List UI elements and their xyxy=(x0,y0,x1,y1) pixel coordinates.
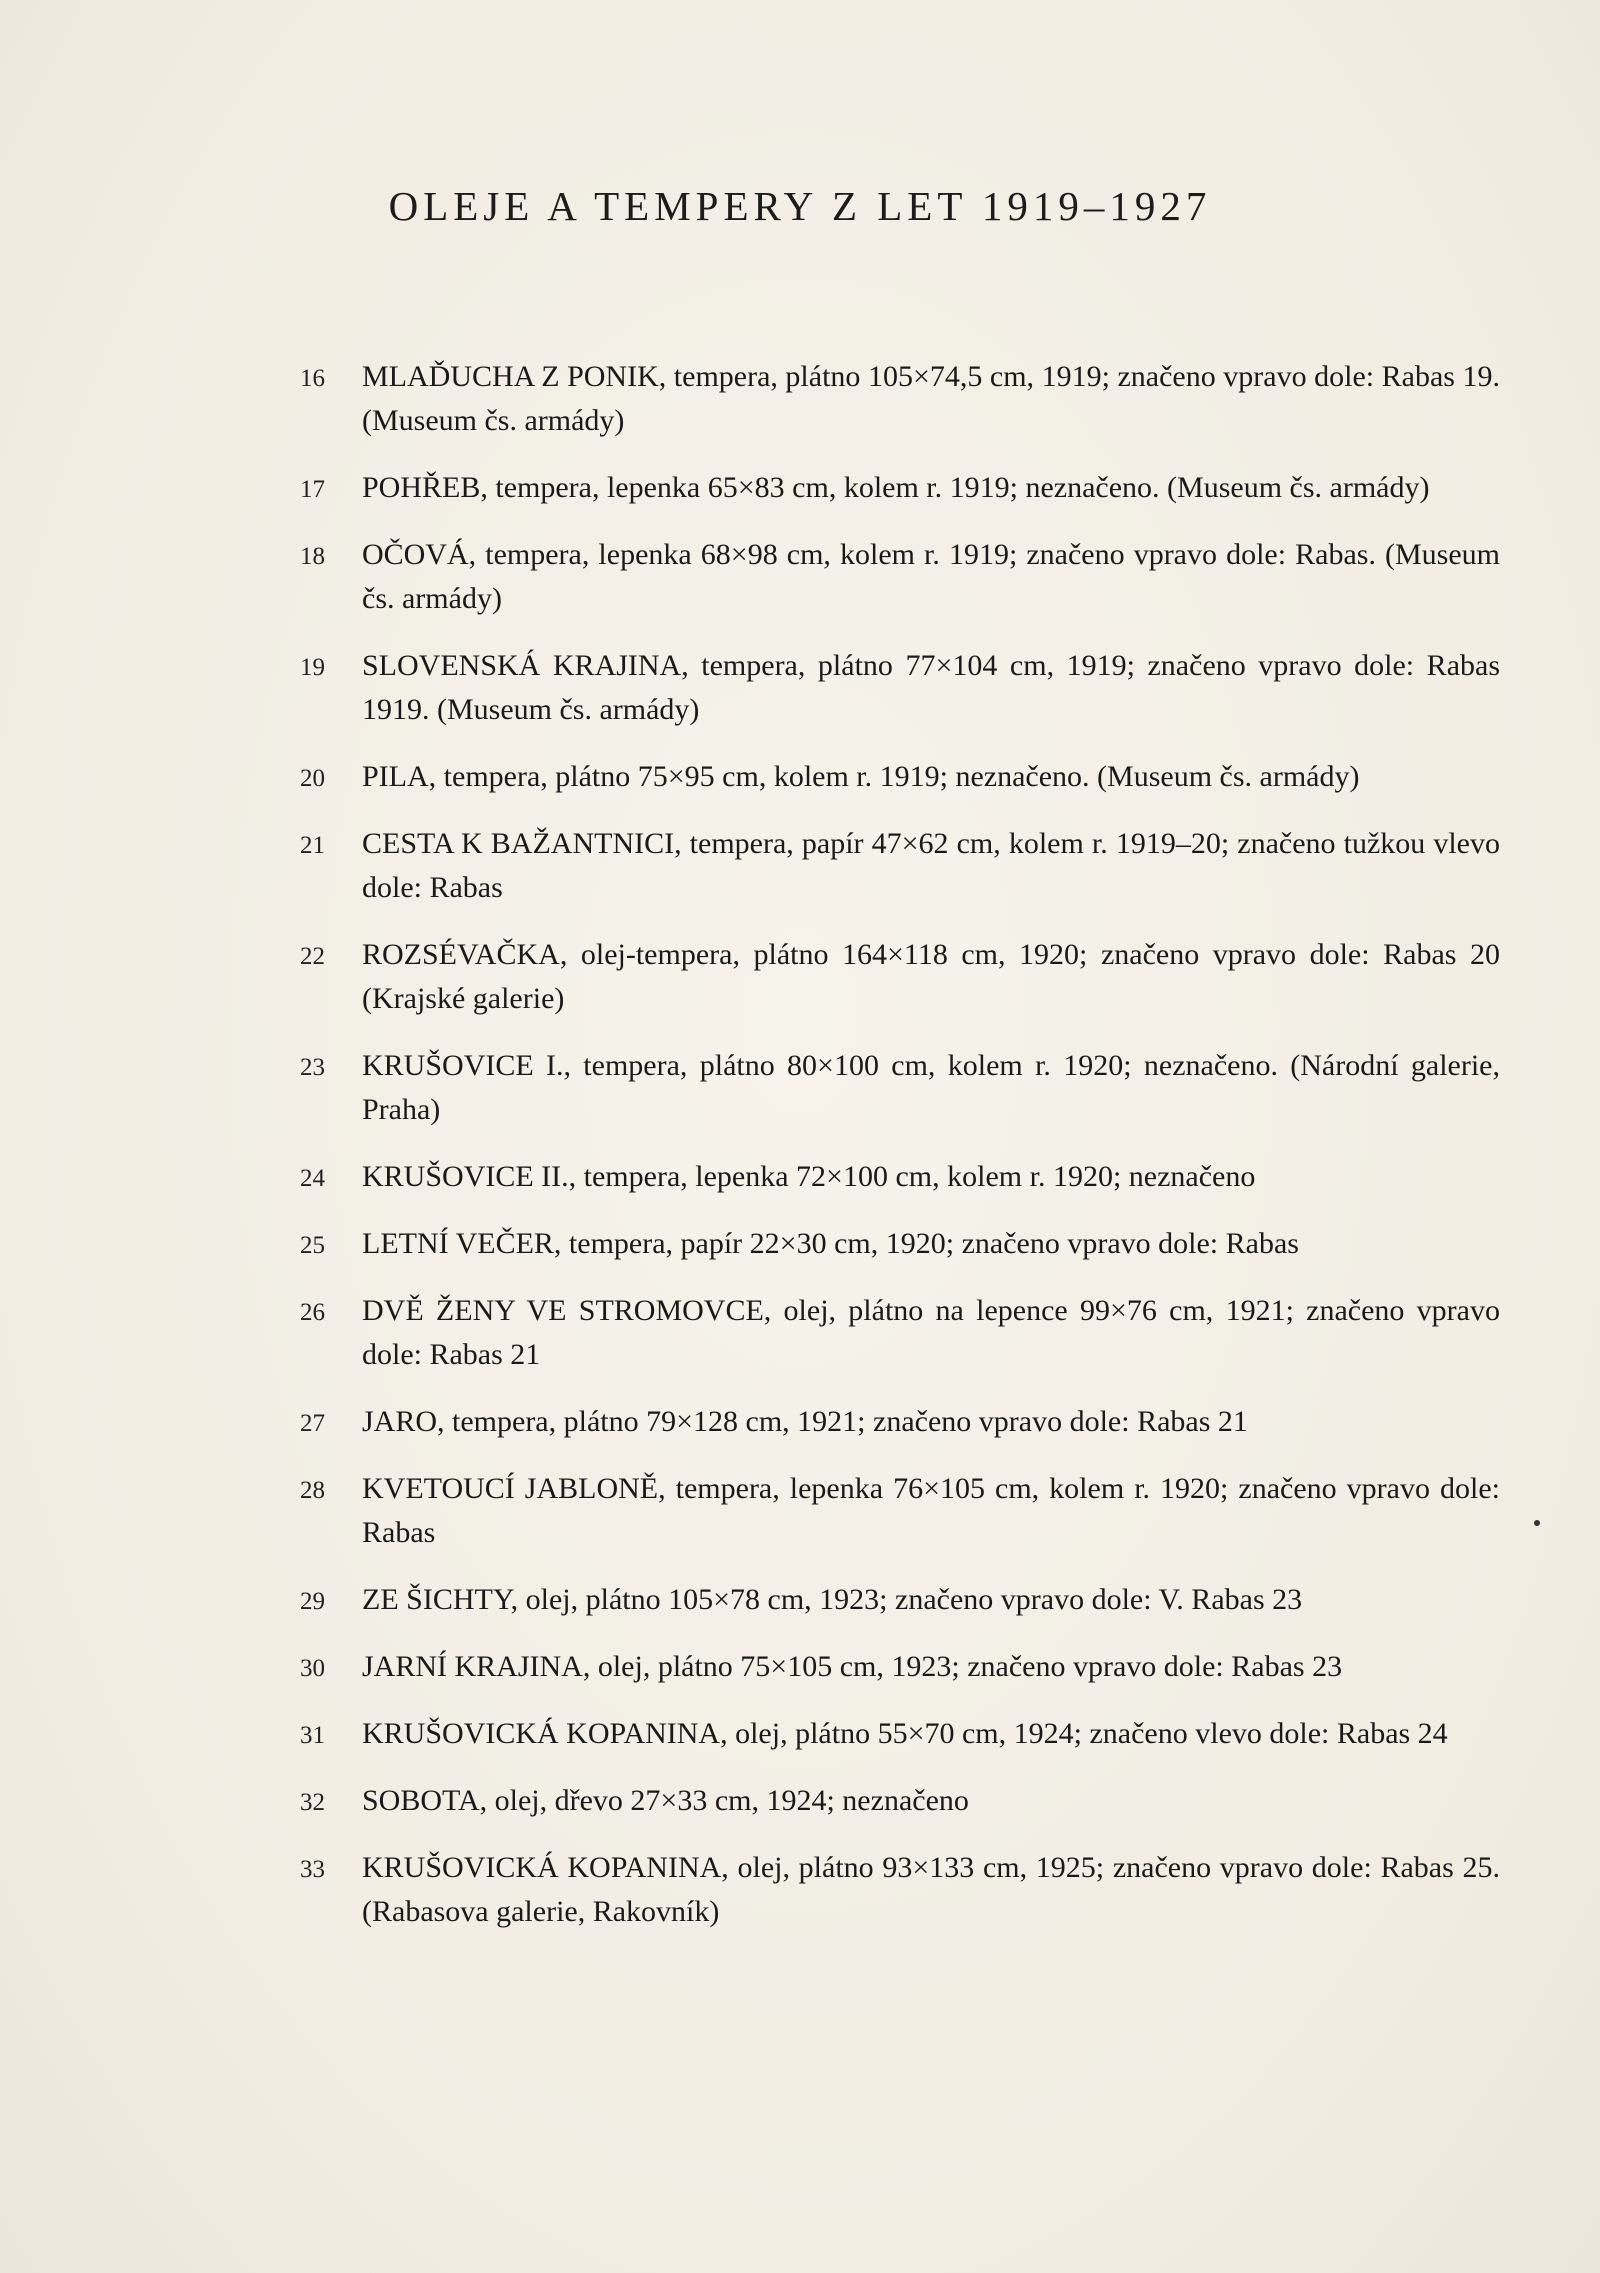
catalog-entry xyxy=(300,755,1500,799)
catalog-entry xyxy=(300,1222,1500,1266)
entry-number: 20 xyxy=(300,765,325,792)
catalog-entry xyxy=(300,1155,1500,1199)
entry-number: 32 xyxy=(300,1789,325,1816)
entry-text: KRUŠOVICE I., tempera, plátno 80×100 cm, kolem r. 1920; neznačeno. (Národní galerie, Praha) xyxy=(362,1049,1500,1126)
entry-text: MLAĎUCHA Z PONIK, tempera, plátno 105×74,5 cm, 1919; značeno vpravo dole: Rabas 19. (Museum čs. armády) xyxy=(362,360,1500,437)
entry-number: 25 xyxy=(300,1232,325,1259)
entry-number: 27 xyxy=(300,1410,325,1437)
entry-text: DVĚ ŽENY VE STROMOVCE, olej, plátno na lepence 99×76 cm, 1921; značeno vpravo dole: Rabas 21 xyxy=(362,1294,1500,1371)
entry-number: 26 xyxy=(300,1299,325,1326)
entry-text: JARNÍ KRAJINA, olej, plátno 75×105 cm, 1923; značeno vpravo dole: Rabas 23 xyxy=(362,1650,1343,1683)
entry-text: CESTA K BAŽANTNICI, tempera, papír 47×62 cm, kolem r. 1919–20; značeno tužkou vlevo dole: Rabas xyxy=(362,827,1500,904)
entry-number: 18 xyxy=(300,543,325,570)
entry-number: 17 xyxy=(300,476,325,503)
ink-dot-mark xyxy=(1534,1520,1540,1526)
entry-text: KRUŠOVICKÁ KOPANINA, olej, plátno 55×70 cm, 1924; značeno vlevo dole: Rabas 24 xyxy=(362,1717,1448,1750)
catalog-entry xyxy=(300,1578,1500,1622)
catalog-entry xyxy=(300,822,1500,910)
entry-text: POHŘEB, tempera, lepenka 65×83 cm, kolem r. 1919; neznačeno. (Museum čs. armády) xyxy=(362,471,1430,504)
entry-number: 23 xyxy=(300,1054,325,1081)
entry-text: LETNÍ VEČER, tempera, papír 22×30 cm, 1920; značeno vpravo dole: Rabas xyxy=(362,1227,1299,1260)
entry-number: 29 xyxy=(300,1588,325,1615)
entry-text: KRUŠOVICE II., tempera, lepenka 72×100 cm, kolem r. 1920; neznačeno xyxy=(362,1160,1256,1193)
entry-text: ROZSÉVAČKA, olej-tempera, plátno 164×118 cm, 1920; značeno vpravo dole: Rabas 20 (Krajské galerie) xyxy=(362,938,1500,1015)
entry-number: 31 xyxy=(300,1722,325,1749)
entry-number: 33 xyxy=(300,1856,325,1883)
catalog-entry xyxy=(300,644,1500,732)
page-title: OLEJE A TEMPERY Z LET 1919–1927 xyxy=(388,183,1212,230)
catalog-entry xyxy=(300,1846,1500,1934)
catalog-entry xyxy=(300,1400,1500,1444)
entry-number: 21 xyxy=(300,832,325,859)
catalog-entry xyxy=(300,1467,1500,1555)
entry-text: PILA, tempera, plátno 75×95 cm, kolem r. 1919; neznačeno. (Museum čs. armády) xyxy=(362,760,1360,793)
entry-number: 28 xyxy=(300,1477,325,1504)
entry-text: SLOVENSKÁ KRAJINA, tempera, plátno 77×104 cm, 1919; značeno vpravo dole: Rabas 1919. (Museum čs. armády) xyxy=(362,649,1500,726)
entry-text: JARO, tempera, plátno 79×128 cm, 1921; značeno vpravo dole: Rabas 21 xyxy=(362,1405,1248,1438)
catalog-entry xyxy=(300,355,1500,443)
entry-number: 19 xyxy=(300,654,325,681)
catalog-entry xyxy=(300,1289,1500,1377)
catalog-entry xyxy=(300,1645,1500,1689)
catalog-entry xyxy=(300,933,1500,1021)
entry-text: KVETOUCÍ JABLONĚ, tempera, lepenka 76×105 cm, kolem r. 1920; značeno vpravo dole: Rabas xyxy=(362,1472,1500,1549)
catalog-entry xyxy=(300,1044,1500,1132)
entry-text: OČOVÁ, tempera, lepenka 68×98 cm, kolem r. 1919; značeno vpravo dole: Rabas. (Museum čs. armády) xyxy=(362,538,1500,615)
catalog-entry xyxy=(300,1779,1500,1823)
entry-number: 24 xyxy=(300,1165,325,1192)
entry-text: ZE ŠICHTY, olej, plátno 105×78 cm, 1923; značeno vpravo dole: V. Rabas 23 xyxy=(362,1583,1303,1616)
entry-number: 22 xyxy=(300,943,325,970)
entry-number: 16 xyxy=(300,365,325,392)
entry-text: KRUŠOVICKÁ KOPANINA, olej, plátno 93×133 cm, 1925; značeno vpravo dole: Rabas 25. (Rabasova galerie, Rakovník) xyxy=(362,1851,1500,1928)
entry-text: SOBOTA, olej, dřevo 27×33 cm, 1924; neznačeno xyxy=(362,1784,969,1817)
catalog-list xyxy=(300,355,1500,1957)
entry-number: 30 xyxy=(300,1655,325,1682)
catalog-entry xyxy=(300,466,1500,510)
catalog-entry xyxy=(300,533,1500,621)
catalog-entry xyxy=(300,1712,1500,1756)
